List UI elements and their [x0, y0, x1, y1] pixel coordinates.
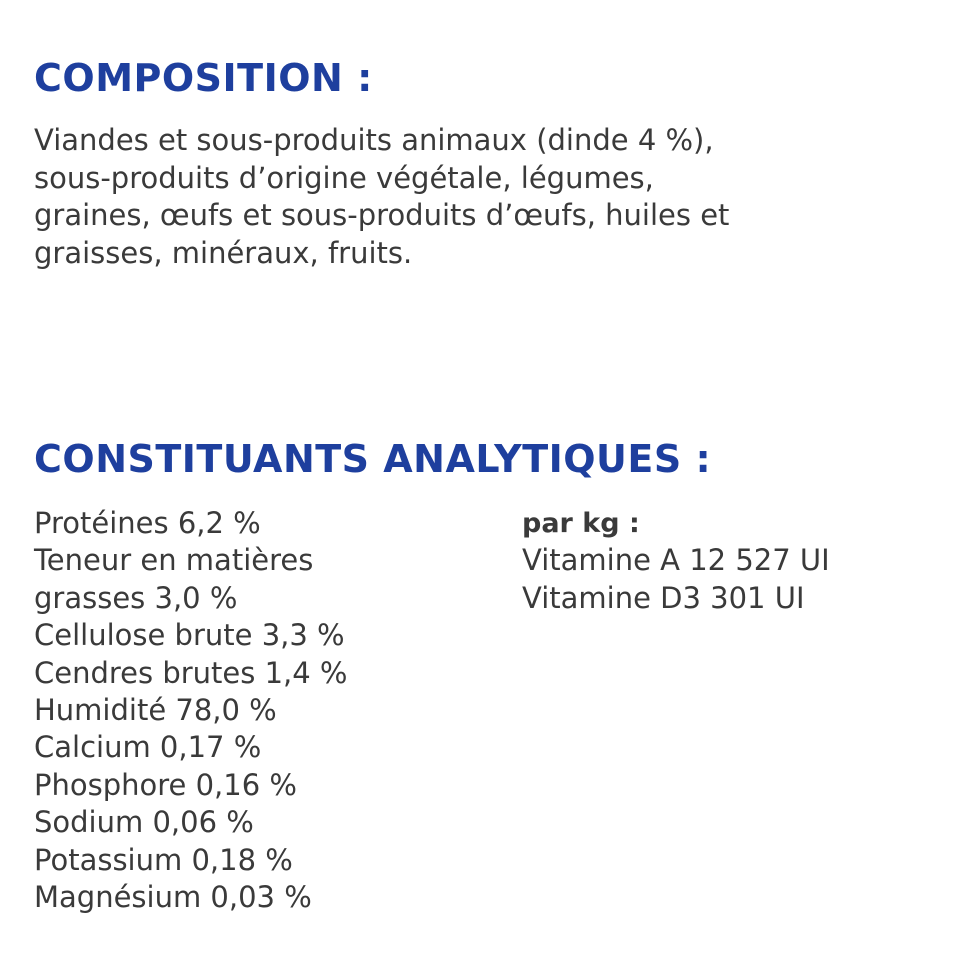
constituent-item-moisture: Humidité 78,0 % [34, 693, 277, 728]
constituent-item-sodium: Sodium 0,06 % [34, 805, 254, 840]
constituent-item-magnesium: Magnésium 0,03 % [34, 880, 312, 915]
per-kg-section [522, 505, 830, 617]
constituent-item-fat-value: grasses 3,0 % [34, 580, 238, 615]
analytical-constituents-list [34, 505, 347, 916]
constituent-item-potassium: Potassium 0,18 % [34, 842, 293, 877]
constituent-item-calcium: Calcium 0,17 % [34, 730, 262, 765]
per-kg-label: par kg : [522, 508, 640, 539]
constituent-item-fat-label: Teneur en matières [34, 543, 314, 578]
composition-line: sous-produits d’origine végétale, légumes, [34, 160, 654, 195]
composition-line: graines, œufs et sous-produits d’œufs, huiles et [34, 198, 730, 232]
constituent-item-proteins: Protéines 6,2 % [34, 506, 261, 540]
vitamin-d3-item: Vitamine D3 301 UI [522, 580, 805, 615]
per-kg-list [522, 542, 830, 617]
constituent-item-phosphorus: Phosphore 0,16 % [34, 767, 297, 802]
vitamin-a-item: Vitamine A 12 527 UI [522, 543, 830, 578]
analytical-constituents-heading: CONSTITUANTS ANALYTIQUES : [34, 437, 712, 481]
constituent-item-crude-fibre: Cellulose brute 3,3 % [34, 618, 345, 653]
composition-heading: COMPOSITION : [34, 56, 373, 100]
composition-text [34, 122, 934, 272]
composition-line: Viandes et sous-produits animaux (dinde 4 %), [34, 123, 714, 157]
composition-line: graisses, minéraux, fruits. [34, 235, 413, 270]
constituent-item-crude-ash: Cendres brutes 1,4 % [34, 655, 348, 690]
